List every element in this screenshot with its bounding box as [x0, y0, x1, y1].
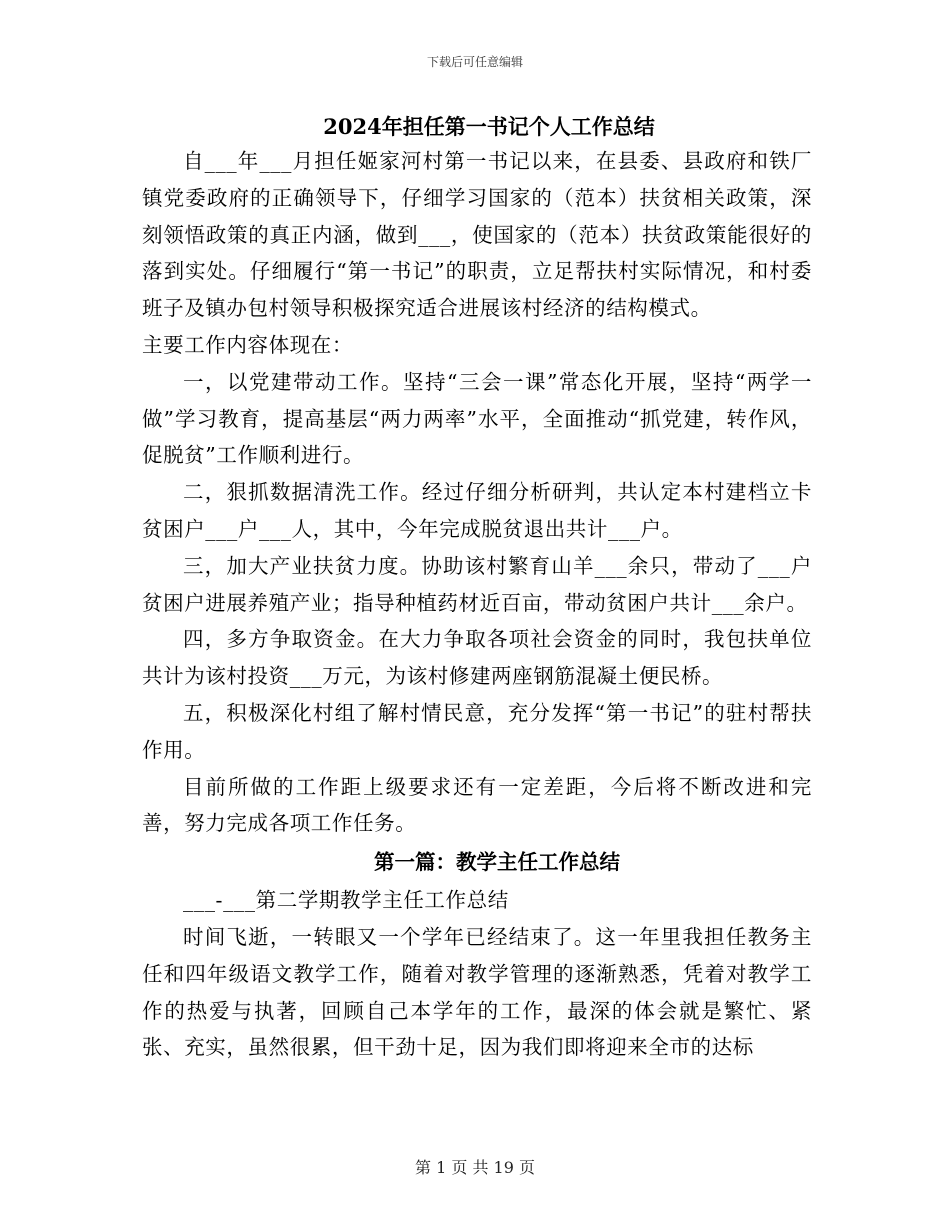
paragraph-item-2: 二，狠抓数据清洗工作。经过仔细分析研判，共认定本村建档立卡贫困户___户___人，其中，今年完成脱贫退出共计___户。 [142, 480, 812, 541]
paragraph-item-5: 五，积极深化村组了解村情民意，充分发挥“第一书记”的驻村帮扶作用。 [142, 700, 812, 762]
section-paragraph: 时间飞逝，一转眼又一个学年已经结束了。这一年里我担任教务主任和四年级语文教学工作，随着对教学管理的逐渐熟悉，凭着对教学工作的热爱与执著，回顾自己本学年的工作，最深的体会就是繁忙、紧张、充实，虽然很累，但干劲十足，因为我们即将迎来全市的达标 [142, 924, 812, 1060]
paragraph-item-4: 四，多方争取资金。在大力争取各项社会资金的同时，我包扶单位共计为该村投资___万元，为该村修建两座钢筋混凝土便民桥。 [142, 627, 812, 689]
page-indicator: 第 1 页 共 19 页 [415, 1158, 535, 1177]
section-subtitle: ___-___第二学期教学主任工作总结 [183, 888, 509, 913]
paragraph-main-content-heading: 主要工作内容体现在： [142, 332, 353, 357]
document-title: 2024年担任第一书记个人工作总结 [323, 114, 655, 139]
header-note: 下载后可任意编辑 [426, 55, 523, 69]
paragraph-item-3: 三，加大产业扶贫力度。协助该村繁育山羊___余只，带动了___户贫困户进展养殖产业；指导种植药材近百亩，带动贫困户共计___余户。 [142, 553, 812, 615]
section-title: 第一篇：教学主任工作总结 [374, 850, 620, 875]
paragraph-conclusion: 目前所做的工作距上级要求还有一定差距，今后将不断改进和完善，努力完成各项工作任务。 [142, 774, 812, 836]
document-body [142, 112, 812, 1066]
paragraph-item-1: 一，以党建带动工作。坚持“三会一课”常态化开展，坚持“两学一做”学习教育，提高基层“两力两率”水平，全面推动“抓党建，转作风，促脱贫”工作顺利进行。 [142, 369, 812, 468]
paragraph-intro: 自___年___月担任姬家河村第一书记以来，在县委、县政府和铁厂镇党委政府的正确领导下，仔细学习国家的（范本）扶贫相关政策，深刻领悟政策的真正内涵，做到___，使国家的（范本）扶贫政策能很好的落到实处。仔细履行“第一书记”的职责，立足帮扶村实际情况，和村委班子及镇办包村领导积极探究适合进展该村经济的结构模式。 [142, 149, 812, 321]
